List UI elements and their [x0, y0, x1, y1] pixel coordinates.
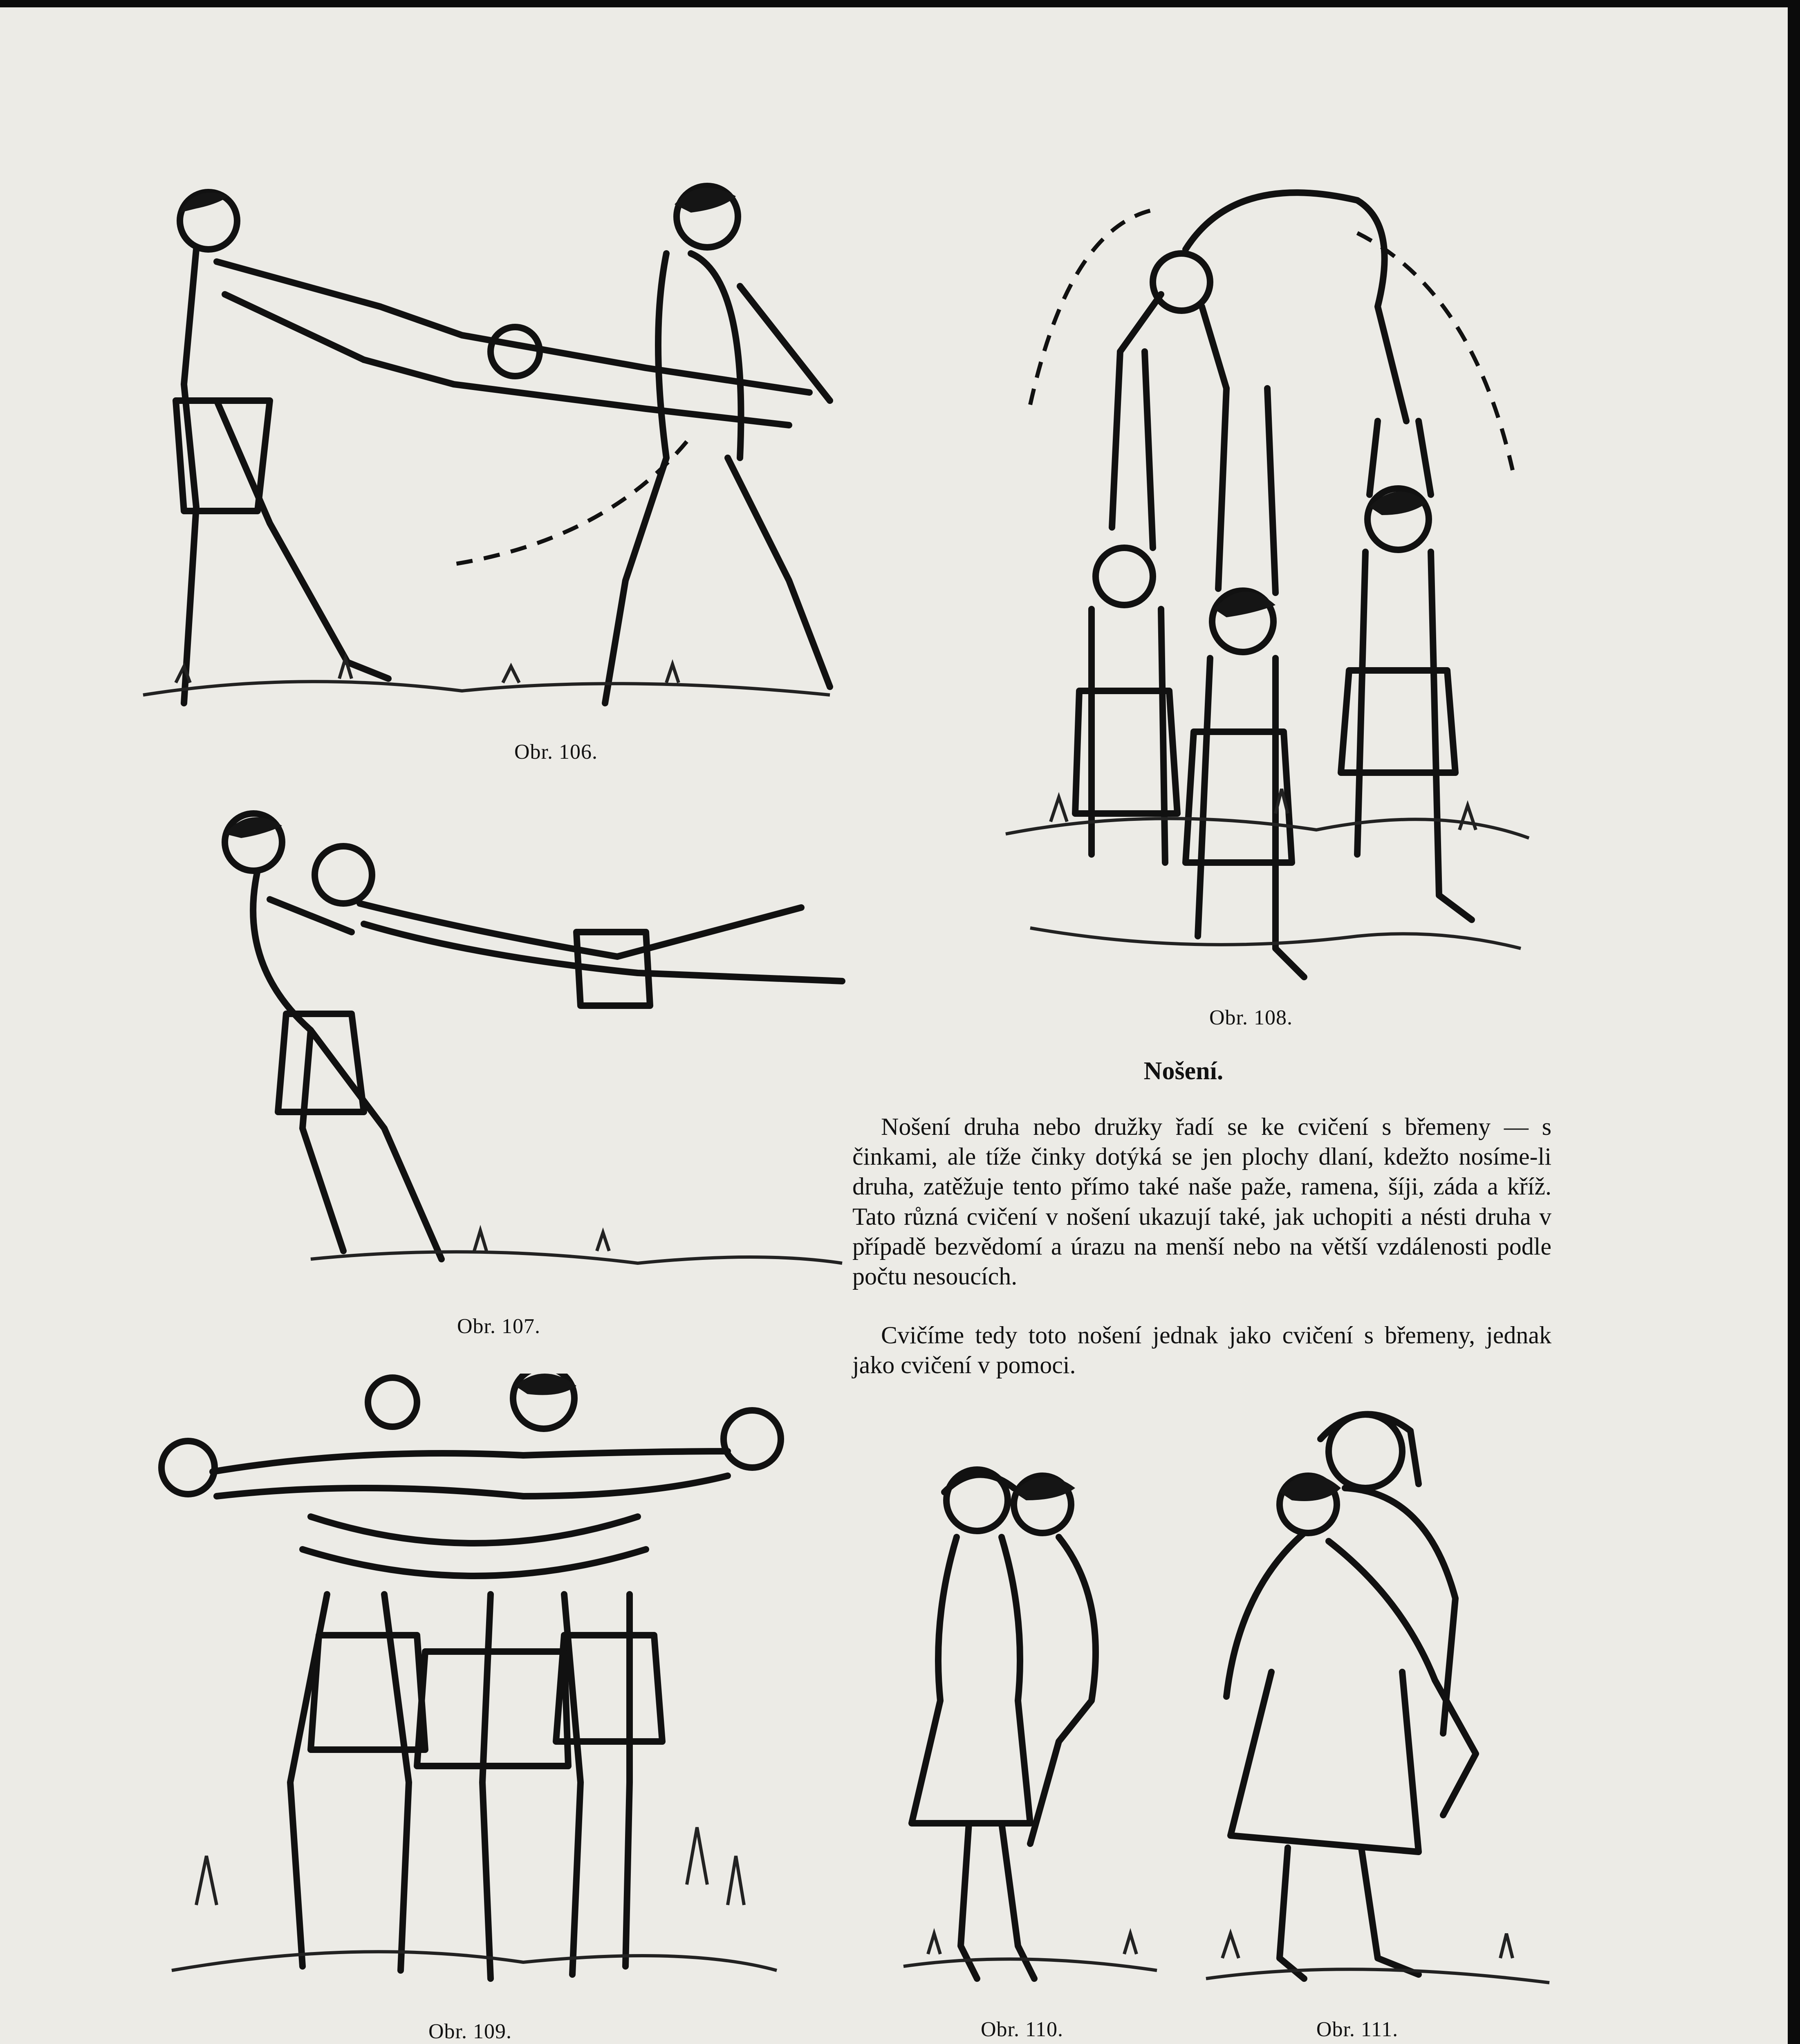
section-paragraph-2: Cvičíme tedy toto nošení jednak jako cvičení s břemeny, jednak jako cvičení v pomoci. [852, 1322, 1551, 1379]
figure-111-caption: Obr. 111. [1316, 2018, 1399, 2041]
figure-107-illustration [188, 801, 863, 1284]
figure-106-caption: Obr. 106. [514, 740, 598, 764]
figure-108-illustration [989, 159, 1537, 997]
figure-110-caption: Obr. 110. [980, 2018, 1064, 2041]
figure-109-illustration [155, 1374, 793, 1999]
section-paragraph-1: Nošení druha nebo družky řadí se ke cvičení s břemeny — s činkami, ale tíže činky dotýká se jen plochy dlaní, kdežto nosíme-li druha, zatěžuje tento přímo také naše paže, ramena, šíji, záda a kříž. Tato různá cvičení v nošení ukazují také, jak uchopiti a nésti druha v případě bezvědomí a úrazu na menší nebo na větší vzdálenosti podle počtu nesoucích. [852, 1113, 1551, 1290]
figure-109-caption: Obr. 109. [428, 2020, 512, 2043]
scan-edge-right [1788, 0, 1800, 2044]
figure-111-illustration [1190, 1386, 1558, 1995]
figure-107-caption: Obr. 107. [457, 1315, 540, 1338]
figure-110-illustration [895, 1455, 1165, 1995]
scan-edge-top [0, 0, 1800, 7]
figure-106-illustration [135, 172, 944, 719]
figure-108-caption: Obr. 108. [1209, 1006, 1293, 1029]
section-heading: Nošení. [1143, 1057, 1224, 1085]
